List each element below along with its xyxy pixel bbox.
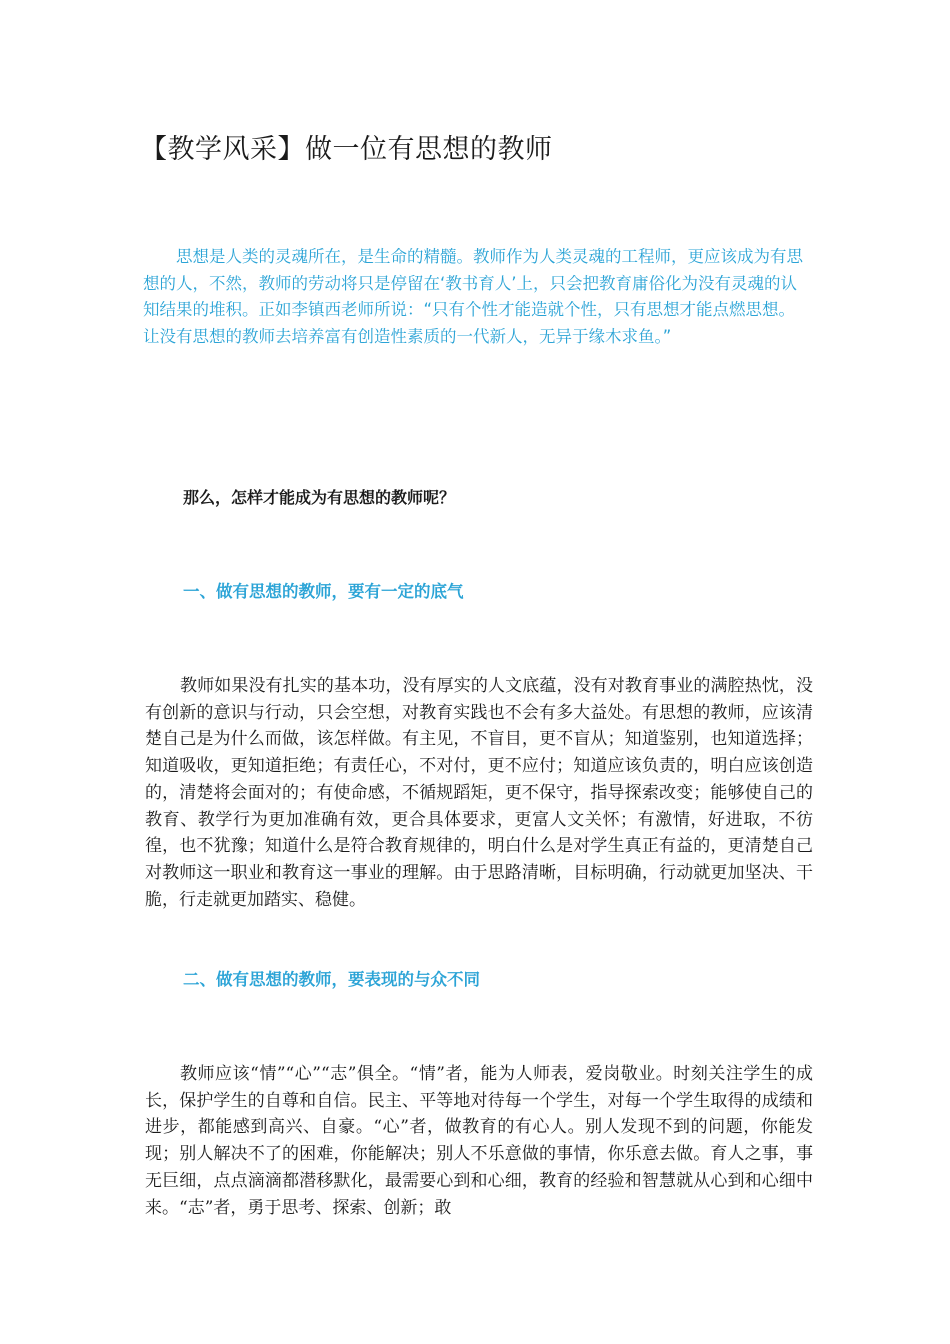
- section-1-heading: 一、做有思想的教师，要有一定的底气: [183, 582, 464, 601]
- section-2-heading: 二、做有思想的教师，要表现的与众不同: [183, 970, 480, 989]
- article-title: 【教学风采】做一位有思想的教师: [140, 134, 553, 165]
- section-2-body: 教师应该“情”“心”“志”俱全。“情”者，能为人师表，爱岗敬业。时刻关注学生的成长，保护学生的自尊和自信。民主、平等地对待每一个学生，对每一个学生取得的成绩和进步，都能感到高兴、自豪。“心”者，做教育的有心人。别人发现不到的问题，你能发现；别人解决不了的困难，你能解决；别人不乐意做的事情，你乐意去做。育人之事，事无巨细，点点滴滴都潜移默化，最需要心到和心细，教育的经验和智慧就从心到和心细中来。“志”者，勇于思考、探索、创新；敢: [145, 1064, 813, 1218]
- section-1-body: 教师如果没有扎实的基本功，没有厚实的人文底蕴，没有对教育事业的满腔热忱，没有创新的意识与行动，只会空想，对教育实践也不会有多大益处。有思想的教师，应该清楚自己是为什么而做，该怎样做。有主见，不盲目，更不盲从；知道鉴别，也知道选择；知道吸收，更知道拒绝；有责任心，不对付，更不应付；知道应该负责的，明白应该创造的，清楚将会面对的；有使命感，不循规蹈矩，更不保守，指导探索改变；能够使自己的教育、教学行为更加准确有效，更合具体要求，更富人文关怀；有激情，好进取，不彷徨，也不犹豫；知道什么是符合教育规律的，明白什么是对学生真正有益的，更清楚自己对教师这一职业和教育这一事业的理解。由于思路清晰，目标明确，行动就更加坚决、干脆，行走就更加踏实、稳健。: [145, 676, 813, 910]
- guiding-question: 那么，怎样才能成为有思想的教师呢？: [183, 488, 456, 507]
- intro-paragraph: 思想是人类的灵魂所在，是生命的精髓。教师作为人类灵魂的工程师，更应该成为有思想的人，不然，教师的劳动将只是停留在‘教书育人’上，只会把教育庸俗化为没有灵魂的认知结果的堆积。正如李镇西老师所说：“只有个性才能造就个性，只有思想才能点燃思想。让没有思想的教师去培养富有创造性素质的一代新人，无异于缘木求鱼。”: [143, 247, 803, 346]
